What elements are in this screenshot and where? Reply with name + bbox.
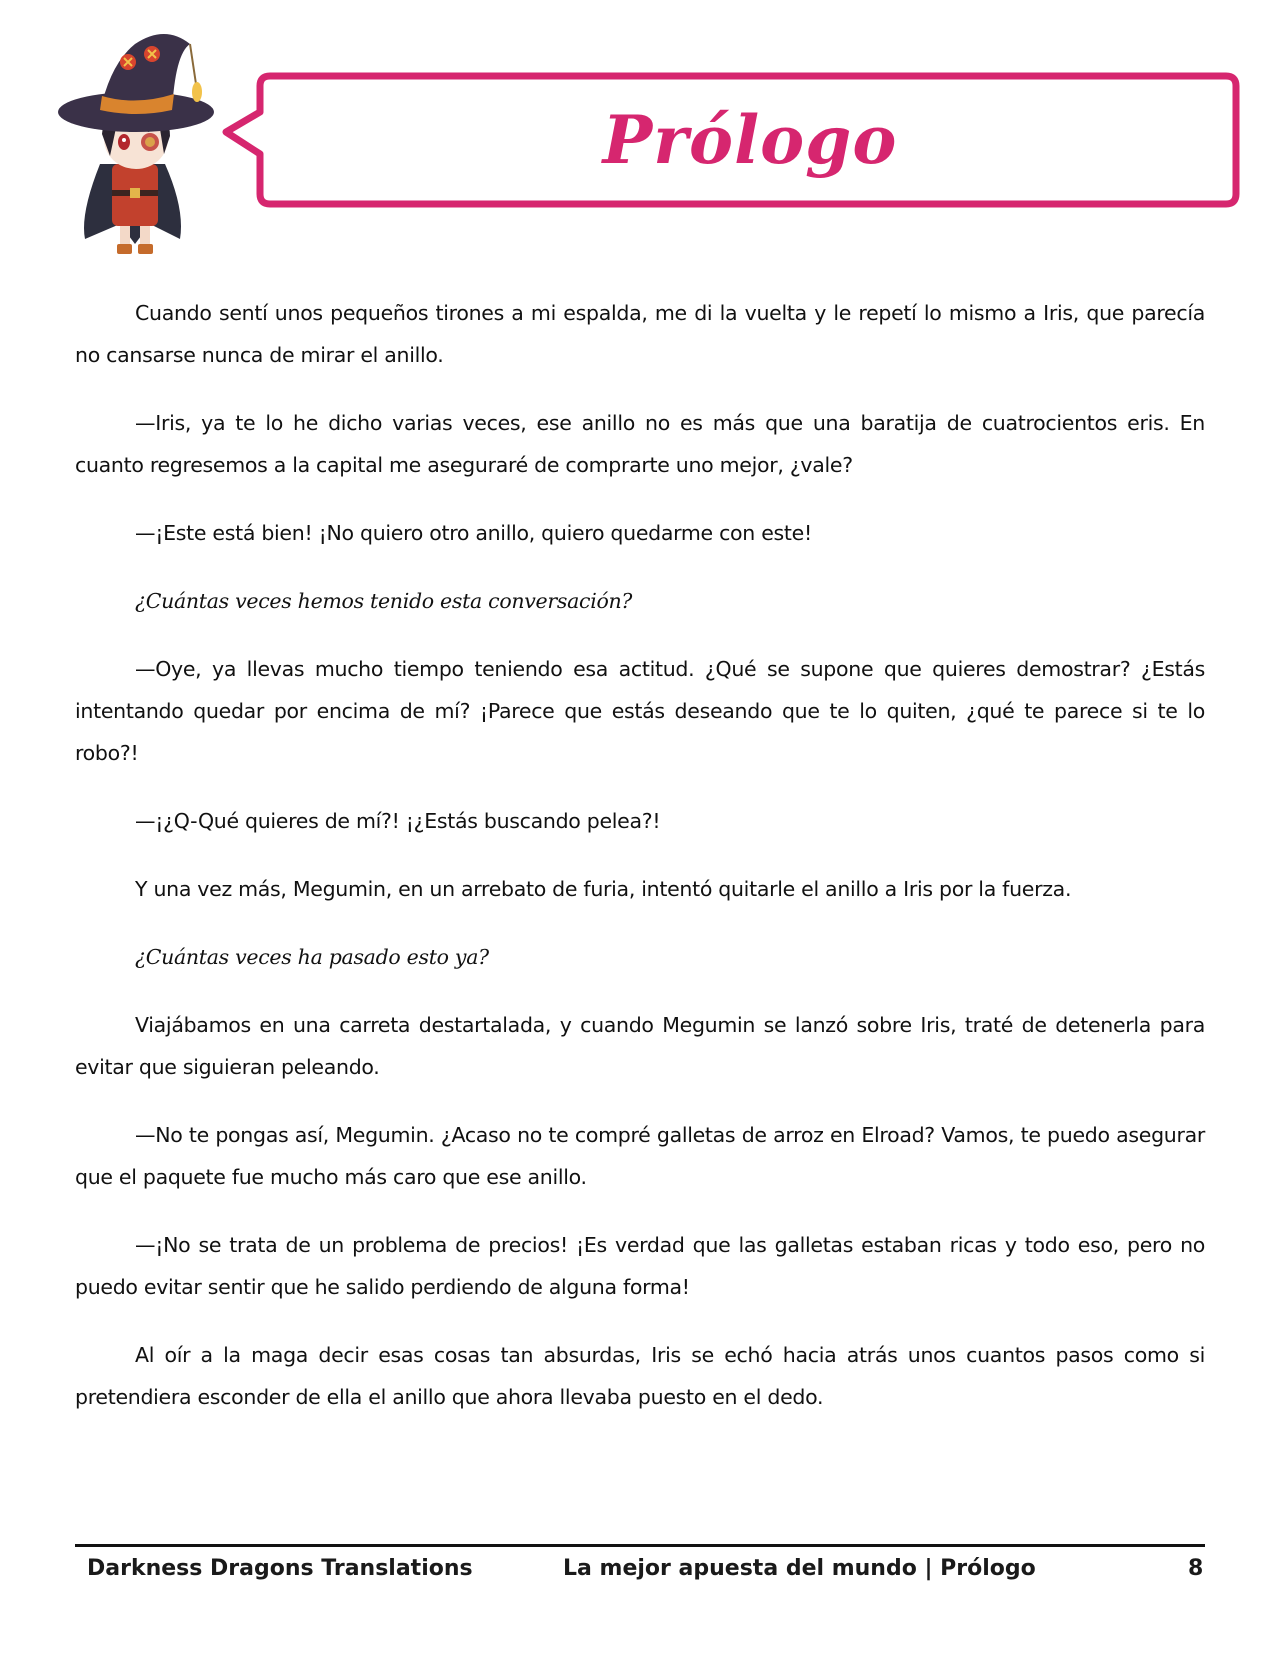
chapter-title: Prólogo [602, 101, 898, 179]
paragraph: Cuando sentí unos pequeños tirones a mi espalda, me di la vuelta y le repetí lo mismo a Iris, que parecía no cansarse nunca de mirar el anillo. [75, 301, 1205, 367]
chapter-body [75, 292, 1205, 1444]
paragraph: Al oír a la maga decir esas cosas tan absurdas, Iris se echó hacia atrás unos cuantos pasos como si pretendiera esconder de ella el anillo que ahora llevaba puesto en el dedo. [75, 1343, 1205, 1409]
witch-mascot-illustration [40, 14, 230, 264]
footer-book-chapter: La mejor apuesta del mundo | Prólogo [563, 1556, 1036, 1581]
paragraph: Viajábamos en una carreta destartalada, y cuando Megumin se lanzó sobre Iris, traté de detenerla para evitar que siguieran peleando. [75, 1013, 1205, 1079]
paragraph: Y una vez más, Megumin, en un arrebato de furia, intentó quitarle el anillo a Iris por la fuerza. [135, 877, 1072, 901]
footer-translator-credit: Darkness Dragons Translations [87, 1556, 473, 1581]
paragraph: —¡No se trata de un problema de precios! ¡Es verdad que las galletas estaban ricas y todo eso, pero no puedo evitar sentir que he salido perdiendo de alguna forma! [75, 1233, 1205, 1299]
paragraph: —¡¿Q-Qué quieres de mí?! ¡¿Estás buscando pelea?! [135, 809, 661, 833]
footer-page-number: 8 [1188, 1556, 1204, 1581]
paragraph-thought: ¿Cuántas veces ha pasado esto ya? [135, 945, 489, 969]
paragraph: —No te pongas así, Megumin. ¿Acaso no te compré galletas de arroz en Elroad? Vamos, te puedo asegurar que el paquete fue mucho más caro que ese anillo. [75, 1123, 1205, 1189]
paragraph-thought: ¿Cuántas veces hemos tenido esta conversación? [135, 589, 633, 613]
paragraph: —Oye, ya llevas mucho tiempo teniendo esa actitud. ¿Qué se supone que quieres demostrar? ¿Estás intentando quedar por encima de mí? ¡Parece que estás deseando que te lo quiten, ¿qué te parece si te lo robo?! [75, 657, 1205, 765]
paragraph: —¡Este está bien! ¡No quiero otro anillo, quiero quedarme con este! [135, 521, 812, 545]
footer-divider [75, 1544, 1205, 1547]
paragraph: —Iris, ya te lo he dicho varias veces, ese anillo no es más que una baratija de cuatrocientos eris. En cuanto regresemos a la capital me aseguraré de comprarte uno mejor, ¿vale? [75, 411, 1205, 477]
